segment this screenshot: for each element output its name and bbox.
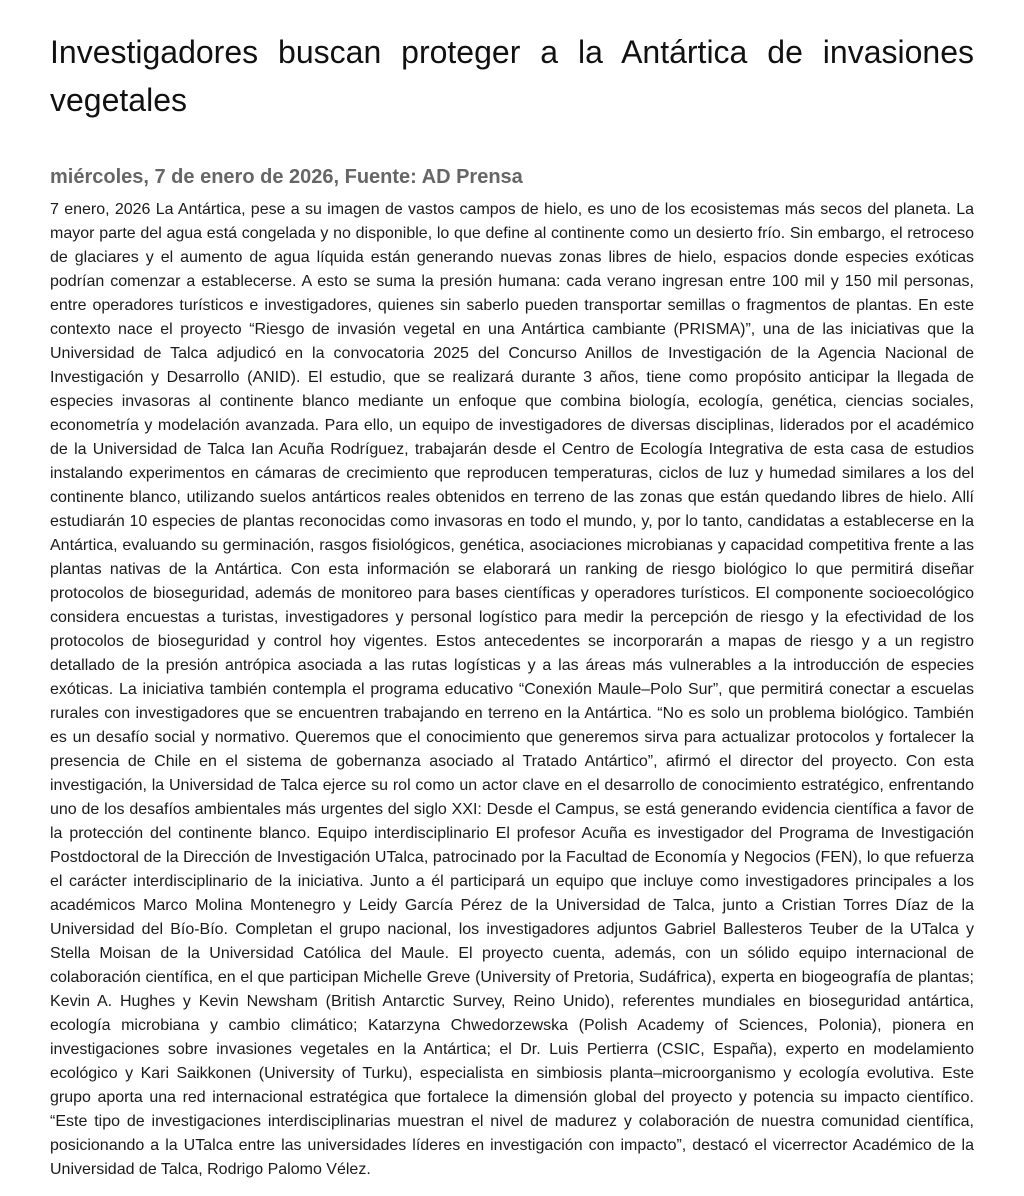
article-body: 7 enero, 2026 La Antártica, pese a su imagen de vastos campos de hielo, es uno de los ecosistemas más secos del planeta. La mayor parte del agua está congelada y no disponible, lo que define al continente como un desierto frío. Sin embargo, el retroceso de glaciares y el aumento de agua líquida están generando nuevas zonas libres de hielo, espacios donde especies exóticas podrían comenzar a establecerse. A esto se suma la presión humana: cada verano ingresan entre 100 mil y 150 mil personas, entre operadores turísticos e investigadores, quienes sin saberlo pueden transportar semillas o fragmentos de plantas. En este contexto nace el proyecto “Riesgo de invasión vegetal en una Antártica cambiante (PRISMA)”, una de las iniciativas que la Universidad de Talca adjudicó en la convocatoria 2025 del Concurso Anillos de Investigación de la Agencia Nacional de Investigación y Desarrollo (ANID). El estudio, que se realizará durante 3 años, tiene como propósito anticipar la llegada de especies invasoras al continente blanco mediante un enfoque que combina biología, ecología, genética, ciencias sociales, econometría y modelación avanzada. Para ello, un equipo de investigadores de diversas disciplinas, liderados por el académico de la Universidad de Talca Ian Acuña Rodríguez, trabajarán desde el Centro de Ecología Integrativa de esta casa de estudios instalando experimentos en cámaras de crecimiento que reproducen temperaturas, ciclos de luz y humedad similares a los del continente blanco, utilizando suelos antárticos reales obtenidos en terreno de las zonas que están quedando libres de hielo. Allí estudiarán 10 especies de plantas reconocidas como invasoras en todo el mundo, y, por lo tanto, candidatas a establecerse en la Antártica, evaluando su germinación, rasgos fisiológicos, genética, asociaciones microbianas y capacidad competitiva frente a las plantas nativas de la Antártica. Con esta información se elaborará un ranking de riesgo biológico lo que permitirá diseñar protocolos de bioseguridad, además de monitoreo para bases científicas y operadores turísticos. El componente socioecológico considera encuestas a turistas, investigadores y personal logístico para medir la percepción de riesgo y la efectividad de los protocolos de bioseguridad y control hoy vigentes. Estos antecedentes se incorporarán a mapas de riesgo y a un registro detallado de la presión antrópica asociada a las rutas logísticas y a las áreas más vulnerables a la introducción de especies exóticas. La iniciativa también contempla el programa educativo “Conexión Maule–Polo Sur”, que permitirá conectar a escuelas rurales con investigadores que se encuentren trabajando en terreno en la Antártica. “No es solo un problema biológico. También es un desafío social y normativo. Queremos que el conocimiento que generemos sirva para actualizar protocolos y fortalecer la presencia de Chile en el sistema de gobernanza asociado al Tratado Antártico”, afirmó el director del proyecto. Con esta investigación, la Universidad de Talca ejerce su rol como un actor clave en el desarrollo de conocimiento estratégico, enfrentando uno de los desafíos ambientales más urgentes del siglo XXI: Desde el Campus, se está generando evidencia científica a favor de la protección del continente blanco. Equipo interdisciplinario El profesor Acuña es investigador del Programa de Investigación Postdoctoral de la Dirección de Investigación UTalca, patrocinado por la Facultad de Economía y Negocios (FEN), lo que refuerza el carácter interdisciplinario de la iniciativa. Junto a él participará un equipo que incluye como investigadores principales a los académicos Marco Molina Montenegro y Leidy García Pérez de la Universidad de Talca, junto a Cristian Torres Díaz de la Universidad del Bío-Bío. Completan el grupo nacional, los investigadores adjuntos Gabriel Ballesteros Teuber de la UTalca y Stella Moisan de la Universidad Católica del Maule. El proyecto cuenta, además, con un sólido equipo internacional de colaboración científica, en el que participan Michelle Greve (University of Pretoria, Sudáfrica), experta en biogeografía de plantas; Kevin A. Hughes y Kevin Newsham (British Antarctic Survey, Reino Unido), referentes mundiales en bioseguridad antártica, ecología microbiana y cambio climático; Katarzyna Chwedorzewska (Polish Academy of Sciences, Polonia), pionera en investigaciones sobre invasiones vegetales en la Antártica; el Dr. Luis Pertierra (CSIC, España), experto en modelamiento ecológico y Kari Saikkonen (University of Turku), especialista en simbiosis planta–microorganismo y ecología evolutiva. Este grupo aporta una red internacional estratégica que fortalece la dimensión global del proyecto y potencia su impacto científico. “Este tipo de investigaciones interdisciplinarias muestran el nivel de madurez y colaboración de nuestra comunidad científica, posicionando a la UTalca entre las universidades líderes en investigación con impacto”, destacó el vicerrector Académico de la Universidad de Talca, Rodrigo Palomo Vélez. <box>50 201 974 1178</box>
article-title: Investigadores buscan proteger a la Antártica de invasiones vegetales <box>50 34 974 118</box>
article-date-source: miércoles, 7 de enero de 2026, Fuente: AD Prensa <box>50 166 523 188</box>
